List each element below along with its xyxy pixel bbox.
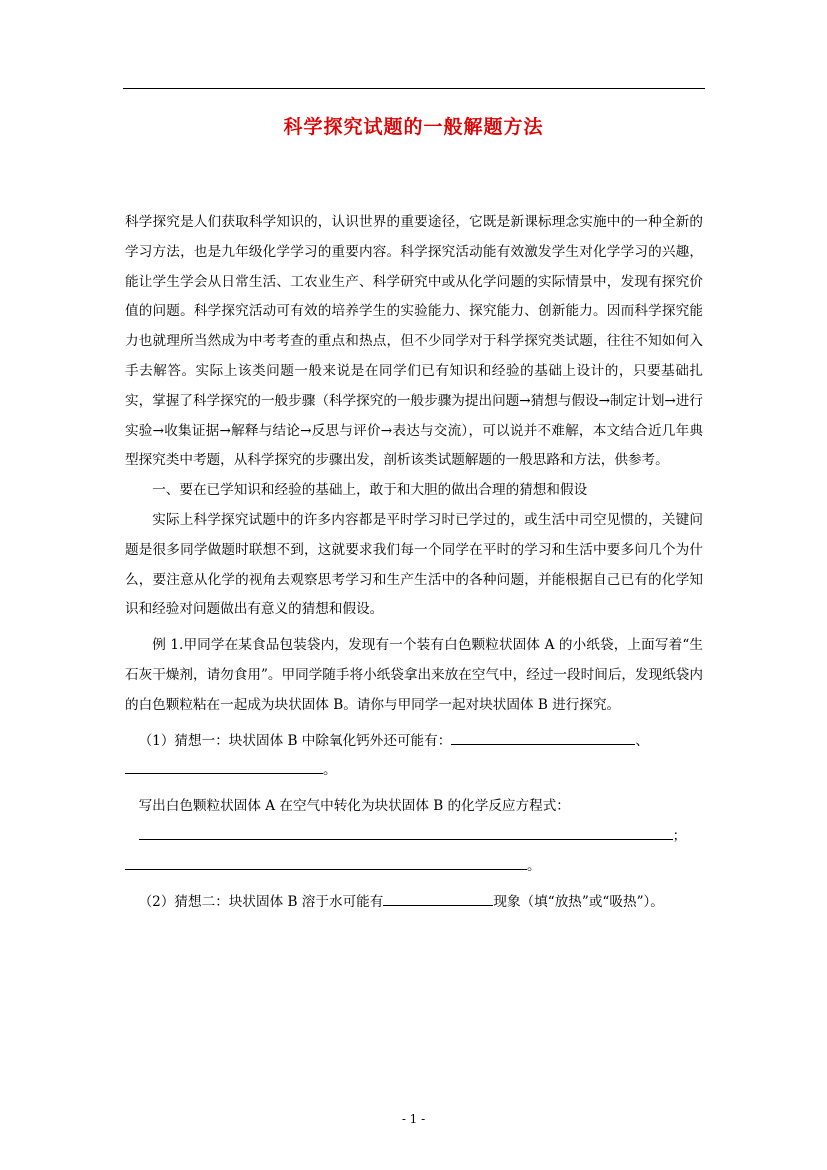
question2-text-before: （2）猜想二：块状固体 B 溶于水可能有 (138, 893, 384, 910)
answer-blank-2[interactable] (125, 772, 323, 774)
question1-line (125, 727, 703, 757)
question2-text-after: 现象（填“放热”或“吸热”）。 (493, 893, 664, 910)
equation-semicolon: ； (672, 827, 687, 844)
header-rule (123, 88, 705, 89)
document-title: 科学探究试题的一般解题方法 (283, 116, 544, 138)
example1-paragraph (125, 631, 703, 720)
intro-paragraph: 科学探究是人们获取科学知识的，认识世界的重要途径，它既是新课标理念实施中的一种全新的学习方法，也是九年级化学学习的重要内容。科学探究活动能有效激发学生对化学学习的兴趣，能让学生学会从日常生活、工农业生产、科学研究中或从化学问题的实际情景中，发现有探究价值的问题。科学探究活动可有效的培养学生的实验能力、探究能力、创新能力。因而科学探究能力也就理所当然成为中考考查的重点和热点，但不少同学对于科学探究类试题，往往不知如何入手去解答。实际上该类问题一般来说是在同学们已有知识和经验的基础上设计的，只要基础扎实，掌握了科学探究的一般步骤（科学探究的一般步骤为提出问题→猜想与假设→制定计划→进行实验→收集证据→解释与结论→反思与评价→表达与交流），可以说并不难解，本文结合近几年典型探究类中考题，从科学探究的步骤出发，剖析该类试题解题的一般思路和方法，供参考。 (125, 214, 703, 469)
equation-line2 (125, 852, 703, 882)
question1-text: （1）猜想一：块状固体 B 中除氧化钙外还可能有： (138, 732, 452, 749)
page-number: - 1 - (401, 1112, 426, 1126)
equation-line1 (125, 822, 703, 852)
question1-line2 (125, 756, 703, 786)
equation-blank-1[interactable] (139, 838, 673, 840)
section1-heading: 一、要在已学知识和经验的基础上，敢于和大胆的做出合理的猜想和假设 (152, 482, 588, 499)
answer-blank-3[interactable] (383, 904, 493, 906)
question2-line (125, 888, 703, 918)
answer-blank-1[interactable] (451, 743, 635, 745)
question1-end: 。 (323, 762, 337, 779)
equation-end: 。 (527, 857, 541, 874)
section1-paragraph: 实际上科学探究试题中的许多内容都是平时学习时已学过的，或生活中司空见惯的，关键问题是很多同学做题时联想不到，这就要求我们每一个同学在平时的学习和生活中要多问几个为什么，要注意从化学的视角去观察思考学习和生产生活中的各种问题，并能根据自己已有的化学知识和经验对问题做出有意义的猜想和假设。 (125, 511, 703, 618)
question1-sep: 、 (635, 732, 649, 749)
equation-blank-2[interactable] (125, 868, 527, 870)
example1-text: 例 1.甲同学在某食品包装袋内，发现有一个装有白色颗粒状固体 A 的小纸袋，上面写着“生石灰干燥剂，请勿食用”。甲同学随手将小纸袋拿出来放在空气中，经过一段时间后，发现纸袋内的白色颗粒粘在一起成为块状固体 B。请你与甲同学一起对块状固体 B 进行探究。 (125, 637, 703, 713)
equation-prompt: 写出白色颗粒状固体 A 在空气中转化为块状固体 B 的化学反应方程式： (138, 798, 570, 815)
document-body (125, 208, 703, 917)
